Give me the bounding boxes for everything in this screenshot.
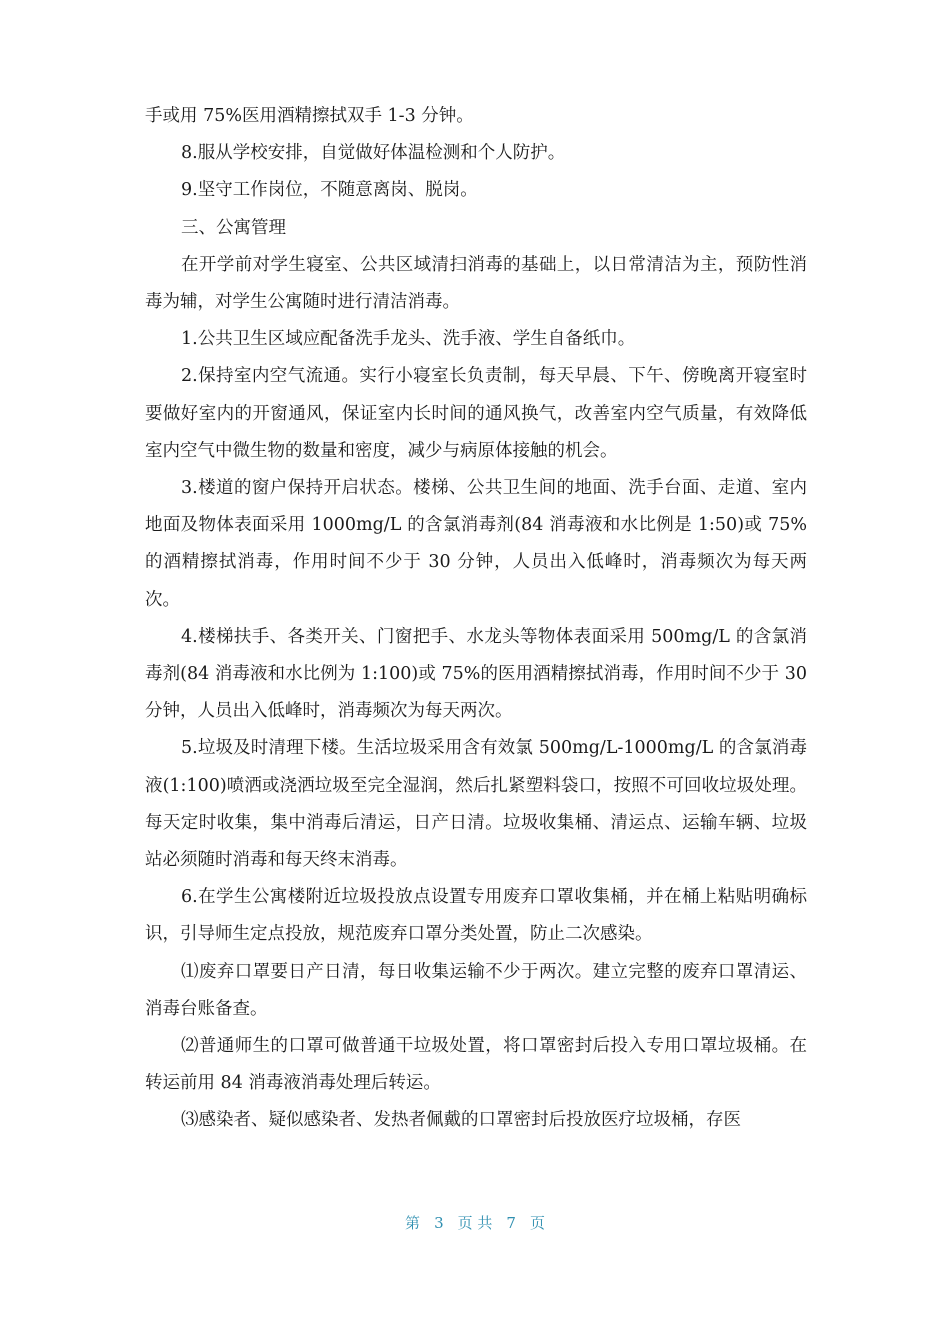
paragraph: 5.垃圾及时清理下楼。生活垃圾采用含有效氯 500mg/L-1000mg/L 的含氯消毒液(1:100)喷洒或浇洒垃圾至完全湿润，然后扎紧塑料袋口，按照不可回收垃圾处理。每天定时收集，集中消毒后清运，日产日清。垃圾收集桶、清运点、运输车辆、垃圾站必须随时消毒和每天终末消毒。 (145, 738, 807, 871)
paragraph: 2.保持室内空气流通。实行小寝室长负责制，每天早晨、下午、傍晚离开寝室时要做好室内的开窗通风，保证室内长时间的通风换气，改善室内空气质量，有效降低室内空气中微生物的数量和密度，减少与病原体接触的机会。 (145, 366, 807, 461)
sub-item: ⑴废弃口罩要日产日清，每日收集运输不少于两次。建立完整的废弃口罩清运、消毒台账备查。 (145, 961, 807, 1019)
paragraph: 8.服从学校安排，自觉做好体温检测和个人防护。 (181, 143, 566, 164)
document-body (145, 98, 807, 1140)
paragraph: 9.坚守工作岗位，不随意离岗、脱岗。 (181, 180, 478, 201)
footer-middle: 页 共 (457, 1214, 493, 1232)
paragraph: 4.楼梯扶手、各类开关、门窗把手、水龙头等物体表面采用 500mg/L 的含氯消毒剂(84 消毒液和水比例为 1:100)或 75%的医用酒精擦拭消毒，作用时间不少于 30 分钟，人员出入低峰时，消毒频次为每天两次。 (145, 626, 807, 722)
footer-total-pages: 7 (506, 1214, 516, 1232)
paragraph: 3.楼道的窗户保持开启状态。楼梯、公共卫生间的地面、洗手台面、走道、室内地面及物体表面采用 1000mg/L 的含氯消毒剂(84 消毒液和水比例是 1:50)或 75%的酒精擦拭消毒，作用时间不少于 30 分钟，人员出入低峰时，消毒频次为每天两次。 (145, 478, 807, 610)
paragraph: 在开学前对学生寝室、公共区域清扫消毒的基础上，以日常清洁为主，预防性消毒为辅，对学生公寓随时进行清洁消毒。 (145, 254, 807, 313)
sub-item: ⑶感染者、疑似感染者、发热者佩戴的口罩密封后投放医疗垃圾桶，存医 (181, 1110, 741, 1131)
footer-page-number: 3 (434, 1214, 444, 1232)
paragraph: 6.在学生公寓楼附近垃圾投放点设置专用废弃口罩收集桶，并在桶上粘贴明确标识，引导师生定点投放，规范废弃口罩分类处置，防止二次感染。 (145, 887, 807, 945)
paragraph: 手或用 75%医用酒精擦拭双手 1-3 分钟。 (145, 106, 474, 126)
footer-prefix: 第 (405, 1214, 421, 1232)
paragraph: 1.公共卫生区域应配备洗手龙头、洗手液、学生自备纸巾。 (181, 329, 636, 350)
section-heading: 三、公寓管理 (181, 217, 286, 238)
page-footer (0, 1212, 950, 1233)
footer-suffix: 页 (529, 1214, 545, 1232)
sub-item: ⑵普通师生的口罩可做普通干垃圾处置，将口罩密封后投入专用口罩垃圾桶。在转运前用 84 消毒液消毒处理后转运。 (145, 1036, 807, 1094)
